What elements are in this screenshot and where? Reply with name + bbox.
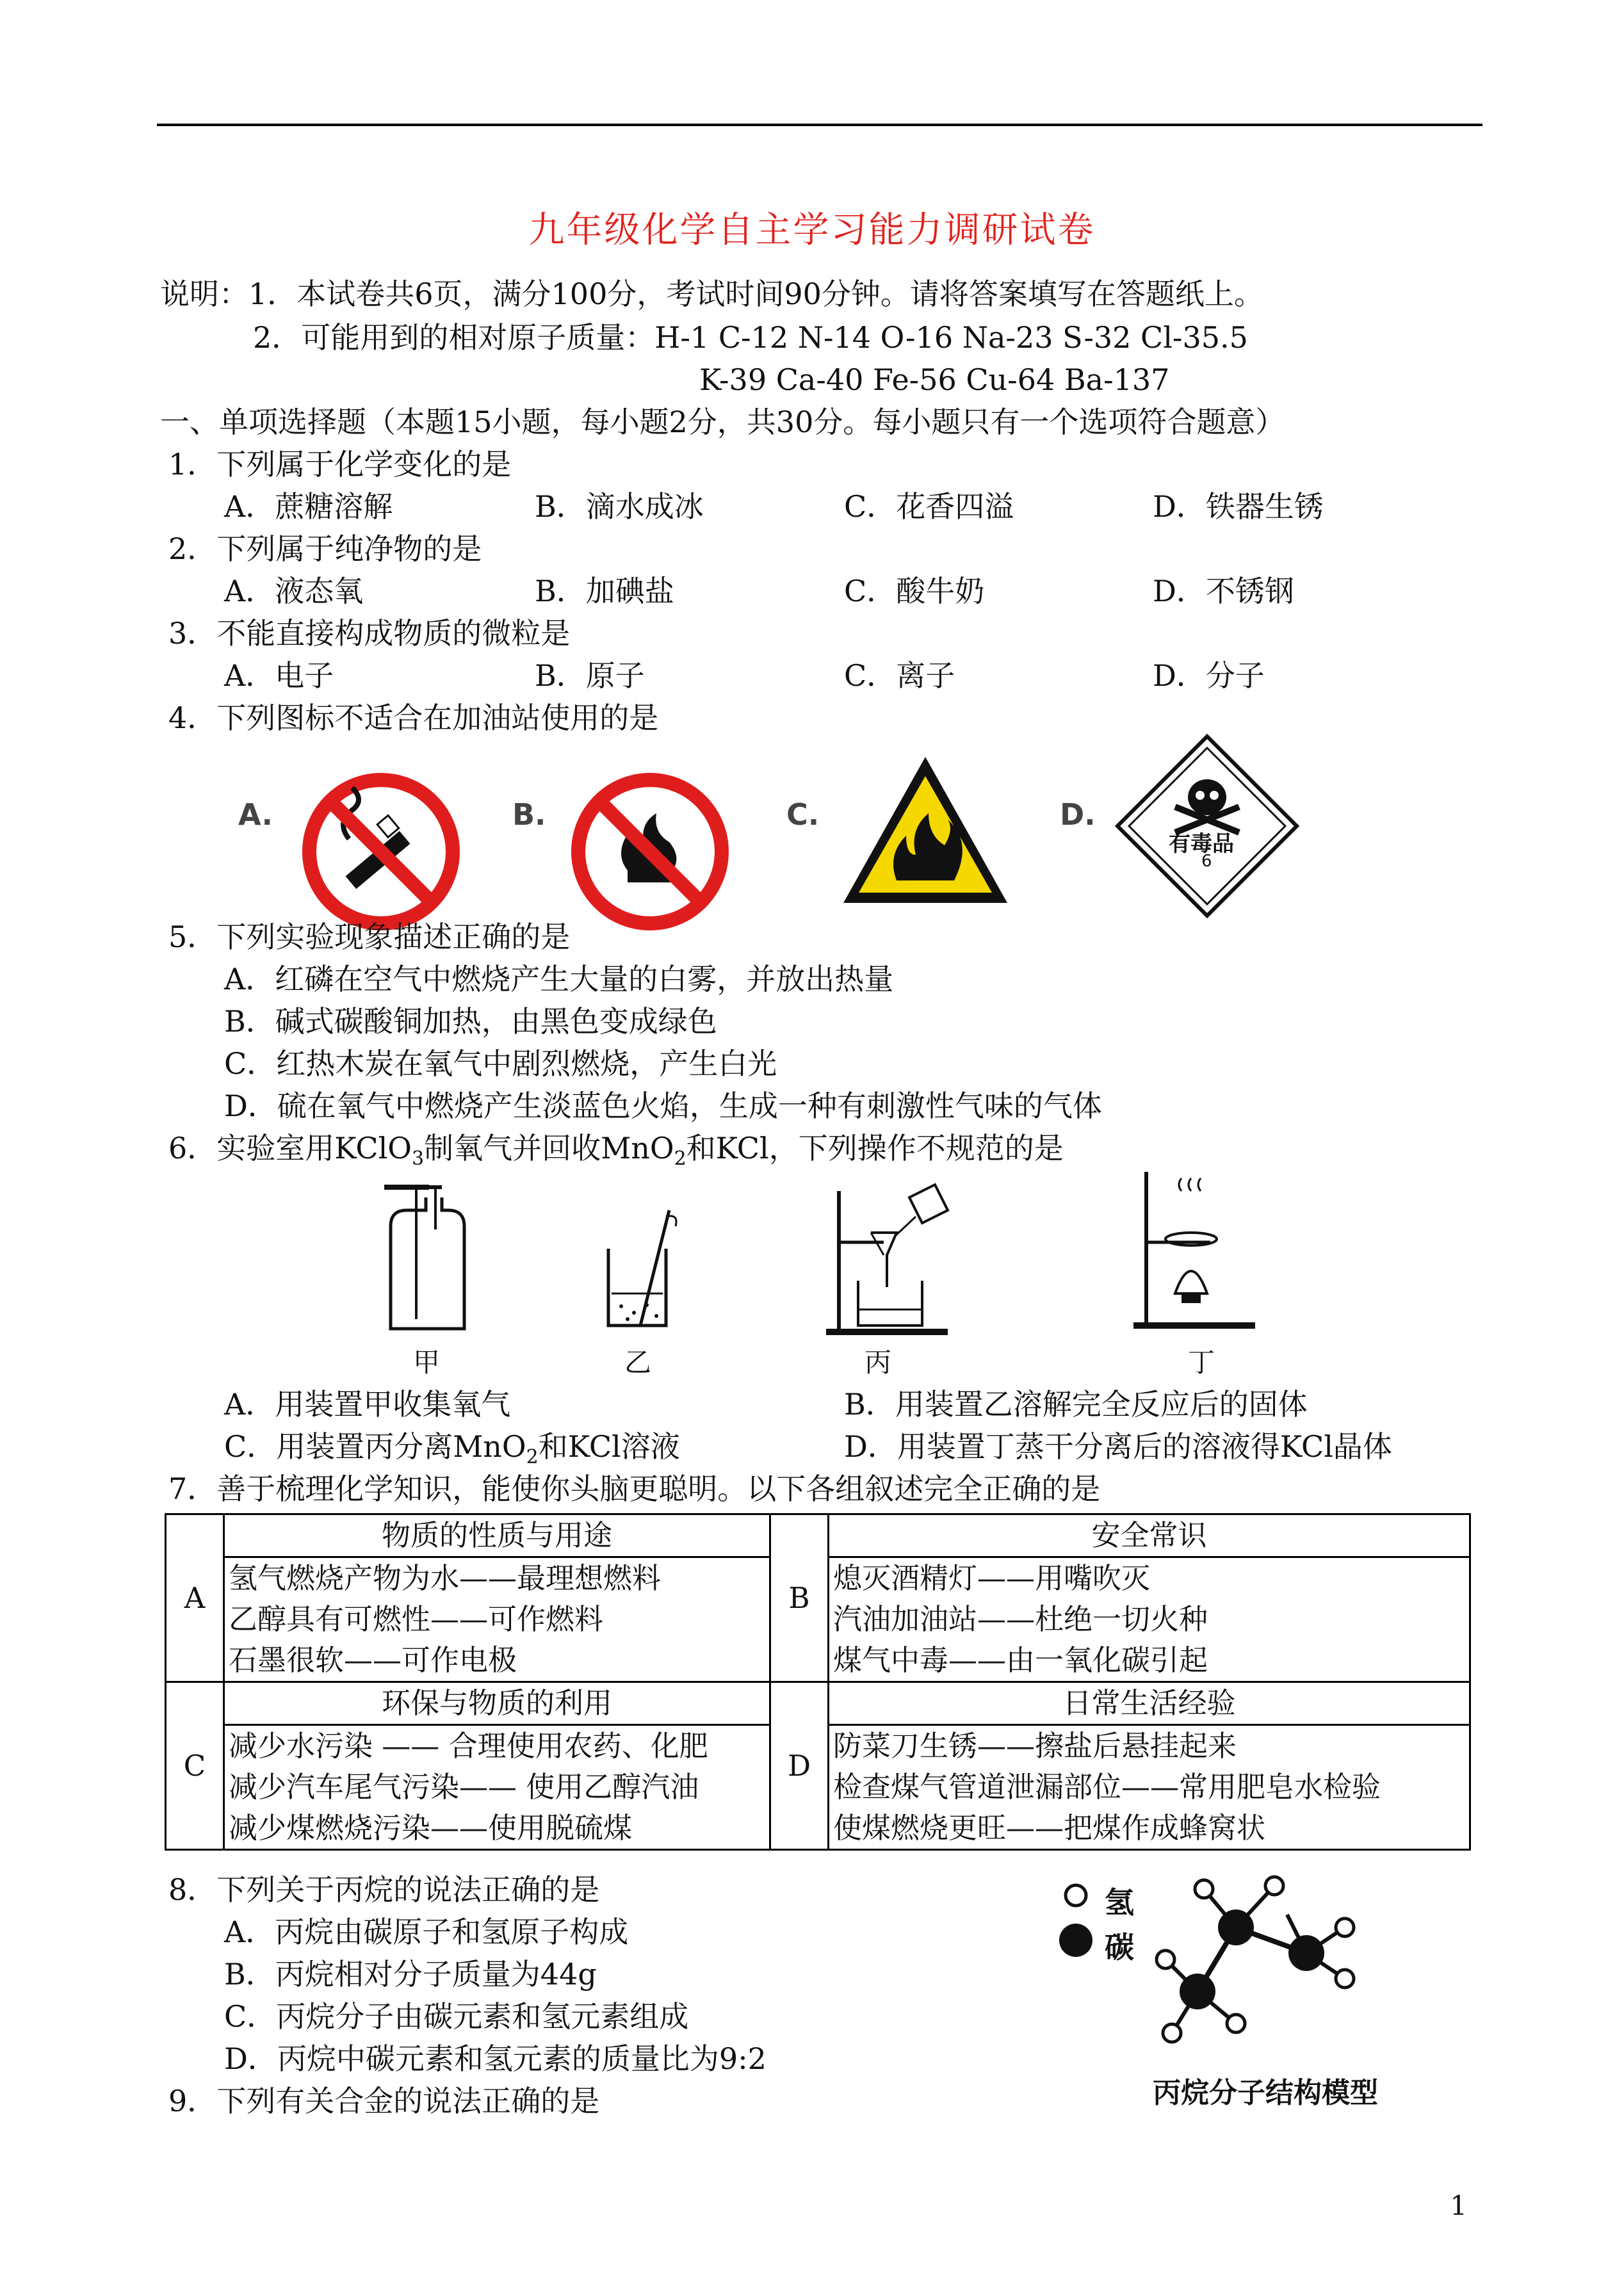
q5-option-d[interactable]: D．硫在氧气中燃烧产生淡蓝色火焰，生成一种有刺激性气味的气体: [224, 1089, 1102, 1123]
carbon-legend-icon: [1059, 1924, 1092, 1957]
q7-option-a-heading: 物质的性质与用途: [224, 1514, 770, 1557]
page-title: 九年级化学自主学习能力调研试卷: [528, 209, 1096, 251]
evaporation-setup-icon: [1121, 1165, 1262, 1345]
q3-option-d[interactable]: D．分子: [1153, 658, 1265, 693]
q7-stem: 7．善于梳理化学知识，能使你头脑更聪明。以下各组叙述完全正确的是: [168, 1472, 1101, 1506]
beaker-stirring-icon: [596, 1204, 692, 1345]
q1-option-c[interactable]: C．花香四溢: [844, 489, 1014, 524]
q7-options-table: [165, 1513, 1471, 1851]
apparatus-label-ding: 丁: [1188, 1347, 1215, 1378]
q9-stem: 9．下列有关合金的说法正确的是: [168, 2084, 600, 2118]
no-open-flame-sign-icon[interactable]: [567, 768, 733, 935]
q3-option-a[interactable]: A．电子: [224, 658, 334, 693]
hydrogen-legend-label: 氢: [1105, 1885, 1134, 1920]
q3-option-c[interactable]: C．离子: [844, 658, 955, 693]
q4-label-c: C.: [786, 797, 820, 832]
q7-option-d-heading: 日常生活经验: [829, 1682, 1470, 1725]
toxic-sign-class: 6: [1201, 852, 1212, 871]
propane-model-caption: 丙烷分子结构模型: [1153, 2077, 1378, 2109]
header-rule: [157, 124, 1482, 126]
q7-option-c-label[interactable]: C: [166, 1682, 224, 1850]
q3-stem: 3．不能直接构成物质的微粒是: [168, 616, 571, 651]
q4-label-b: B.: [512, 797, 546, 832]
q7-option-d-content: 防菜刀生锈——擦盐后悬挂起来 检查煤气管道泄漏部位——常用肥皂水检验 使煤燃烧更旺——把煤作成蜂窝状: [829, 1725, 1470, 1850]
q4-label-d: D.: [1060, 797, 1096, 832]
q2-option-d[interactable]: D．不锈钢: [1153, 574, 1294, 608]
q4-stem: 4．下列图标不适合在加油站使用的是: [168, 701, 659, 735]
q2-stem: 2．下列属于纯净物的是: [168, 531, 482, 566]
hydrogen-legend-icon: [1066, 1885, 1086, 1906]
q8-stem: 8．下列关于丙烷的说法正确的是: [168, 1872, 600, 1907]
q7-option-c-content: 减少水污染 —— 合理使用农药、化肥 减少汽车尾气污染—— 使用乙醇汽油 减少煤燃烧污染——使用脱硫煤: [224, 1725, 770, 1850]
q2-option-c[interactable]: C．酸牛奶: [844, 574, 985, 608]
page-number: 1: [1450, 2190, 1467, 2221]
q7-option-a-label[interactable]: A: [166, 1514, 224, 1682]
q7-option-b-content: 熄灭酒精灯——用嘴吹灭 汽油加油站——杜绝一切火种 煤气中毒——由一氧化碳引起: [829, 1557, 1470, 1682]
note-line-1: 说明：1．本试卷共6页，满分100分，考试时间90分钟。请将答案填写在答题纸上。: [160, 277, 1263, 311]
q2-option-b[interactable]: B．加碘盐: [535, 574, 674, 608]
q8-option-a[interactable]: A．丙烷由碳原子和氢原子构成: [224, 1915, 629, 1949]
q8-option-b[interactable]: B．丙烷相对分子质量为44g: [224, 1957, 597, 1991]
q6-stem: 6．实验室用KClO$_3$制氧气并回收MnO$_2$和KCl，下列操作不规范的是: [168, 1131, 1064, 1171]
apparatus-label-jia: 甲: [413, 1347, 441, 1378]
q1-stem: 1．下列属于化学变化的是: [168, 447, 512, 482]
q5-option-c[interactable]: C．红热木炭在氧气中剧烈燃烧，产生白光: [224, 1046, 777, 1081]
note-line-2: 2．可能用到的相对原子质量：H-1 C-12 N-14 O-16 Na-23 S-32 Cl-35.5: [253, 320, 1248, 355]
q1-option-b[interactable]: B．滴水成冰: [535, 489, 704, 524]
apparatus-label-bing: 丙: [865, 1347, 892, 1378]
apparatus-label-yi: 乙: [624, 1347, 652, 1378]
section-heading: 一、单项选择题（本题15小题，每小题2分，共30分。每小题只有一个选项符合题意）: [160, 405, 1285, 439]
q3-option-b[interactable]: B．原子: [535, 658, 645, 693]
toxic-sign-text: 有毒品: [1169, 831, 1234, 857]
q4-label-a: A.: [238, 797, 273, 832]
note-line-3: K-39 Ca-40 Fe-56 Cu-64 Ba-137: [699, 362, 1170, 397]
q6-option-b[interactable]: B．用装置乙溶解完全反应后的固体: [844, 1387, 1308, 1422]
flammable-warning-icon[interactable]: [836, 749, 1015, 916]
q6-option-c[interactable]: C．用装置丙分离MnO$_2$和KCl溶液: [224, 1429, 680, 1469]
q6-option-a[interactable]: A．用装置甲收集氧气: [224, 1387, 511, 1422]
no-smoking-sign-icon[interactable]: [298, 768, 464, 935]
q1-option-a[interactable]: A．蔗糖溶解: [224, 489, 393, 524]
q7-option-a-content: 氢气燃烧产物为水——最理想燃料 乙醇具有可燃性——可作燃料 石墨很软——可作电极: [224, 1557, 770, 1682]
q5-stem: 5．下列实验现象描述正确的是: [168, 920, 571, 954]
carbon-legend-label: 碳: [1105, 1930, 1134, 1965]
q2-option-a[interactable]: A．液态氧: [224, 574, 364, 608]
q8-option-d[interactable]: D．丙烷中碳元素和氢元素的质量比为9:2: [224, 2041, 767, 2076]
gas-collection-bottle-icon: [378, 1172, 493, 1351]
q6-option-d[interactable]: D．用装置丁蒸干分离后的溶液得KCl晶体: [844, 1429, 1392, 1464]
q8-option-c[interactable]: C．丙烷分子由碳元素和氢元素组成: [224, 1999, 689, 2034]
q5-option-a[interactable]: A．红磷在空气中燃烧产生大量的白雾，并放出热量: [224, 962, 894, 996]
q7-option-b-label[interactable]: B: [770, 1514, 829, 1682]
q1-option-d[interactable]: D．铁器生锈: [1153, 489, 1324, 524]
q7-option-b-heading: 安全常识: [829, 1514, 1470, 1557]
q7-option-c-heading: 环保与物质的利用: [224, 1682, 770, 1725]
filtration-setup-icon: [820, 1172, 967, 1345]
q5-option-b[interactable]: B．碱式碳酸铜加热，由黑色变成绿色: [224, 1004, 717, 1039]
q7-option-d-label[interactable]: D: [770, 1682, 829, 1850]
